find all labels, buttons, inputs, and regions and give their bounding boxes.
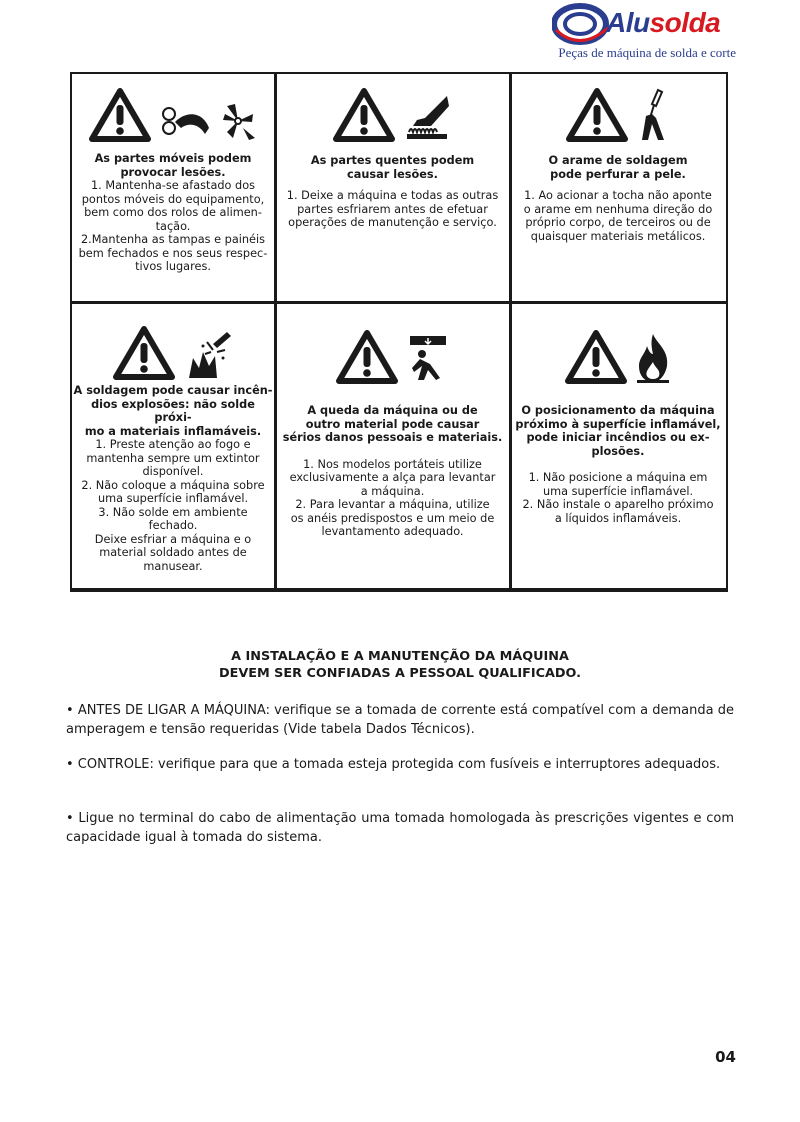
warning-icons (511, 330, 725, 384)
warning-heading: A soldagem pode causar incên- dios explosões: não solde próxi- mo a materiais inflamáveis. (73, 384, 273, 438)
page-number: 04 (715, 1048, 736, 1066)
warning-icons (511, 88, 725, 142)
brand-logo (548, 2, 748, 62)
warning-grid (70, 72, 728, 592)
warning-heading: A queda da máquina ou de outro material pode causar sérios danos pessoais e materiais. (282, 404, 503, 444)
falling-load-icon (406, 334, 450, 384)
warning-triangle-icon (566, 88, 628, 142)
warning-heading: O arame de soldagem pode perfurar a pele. (548, 154, 688, 181)
section-title: A INSTALAÇÃO E A MANUTENÇÃO DA MÁQUINA DEVEM SER CONFIADAS A PESSOAL QUALIFICADO. (218, 649, 581, 681)
sparks-explosion-icon (183, 328, 233, 380)
paragraph-connection: • Ligue no terminal do cabo de alimentação uma tomada homologada às prescrições vigentes e com capacidade igual à tomada do sistema. (66, 811, 734, 845)
warning-hot-parts (276, 74, 509, 301)
warning-wire-puncture (511, 74, 725, 301)
warning-triangle-icon (336, 330, 398, 384)
warning-icons (276, 88, 509, 142)
warning-heading: O posicionamento da máquina próximo à superfície inflamável, pode iniciar incêndios ou ex- plosões. (515, 404, 721, 458)
warning-body: 1. Preste atenção ao fogo e mantenha sempre um extintor disponível. 2. Não coloque a máquina sobre uma superfície inflamável. 3. Não solde em ambiente fechado. Deixe esfriar a máquina e o material soldado antes de manusear. (81, 438, 265, 573)
warning-icons (72, 88, 274, 142)
paragraph-control: • CONTROLE: verifique para que a tomada esteja protegida com fusíveis e interruptores adequados. (66, 757, 721, 772)
flammable-flame-icon (635, 332, 671, 384)
warning-moving-parts (72, 74, 274, 301)
warning-flammable-surface (511, 304, 725, 588)
warning-triangle-icon (333, 88, 395, 142)
brand-tagline: Peças de máquina de solda e corte (558, 45, 736, 60)
warning-heading: As partes móveis podem provocar lesões. (94, 152, 252, 179)
logo-swoosh-icon (552, 2, 612, 48)
warning-triangle-icon (113, 326, 175, 380)
warning-icons (276, 330, 509, 384)
warning-body: 1. Deixe a máquina e todas as outras partes esfriarem antes de efetuar operações de manutenção e serviço. (286, 189, 499, 229)
warning-icons (72, 326, 274, 380)
rollers-hand-icon (159, 100, 211, 142)
brand-name: Alusolda (606, 7, 721, 38)
warning-body: 1. Mantenha-se afastado dos pontos móveis do equipamento, bem como dos rolos de alimen- tação. 2.Mantenha as tampas e painéis bem fechados e nos seus respec- tivos lugares. (78, 179, 268, 273)
warning-body: 1. Não posicione a máquina em uma superfície inflamável. 2. Não instale o aparelho próximo a líquidos inflamáveis. (522, 471, 714, 525)
warning-heading: As partes quentes podem causar lesões. (310, 154, 475, 181)
warning-fire-explosion (72, 304, 274, 588)
warning-body: 1. Ao acionar a tocha não aponte o arame em nenhuma direção do próprio corpo, de terceiros ou de quaisquer materiais metálicos. (523, 189, 713, 243)
warning-triangle-icon (89, 88, 151, 142)
paragraph-before-connecting: • ANTES DE LIGAR A MÁQUINA: verifique se a tomada de corrente está compatível com a demanda de amperagem e tensão requeridas (Vide tabela Dados Técnicos). (66, 703, 734, 737)
warning-body: 1. Nos modelos portáteis utilize exclusivamente a alça para levantar a máquina. 2. Para levantar a máquina, utilize os anéis predispostos e um meio de levantamento adequado. (289, 457, 496, 538)
hot-surface-hand-icon (403, 92, 453, 142)
warning-falling-load (276, 304, 509, 588)
wire-puncture-hand-icon (636, 88, 670, 142)
warning-triangle-icon (565, 330, 627, 384)
fan-blade-hand-icon (219, 100, 257, 142)
